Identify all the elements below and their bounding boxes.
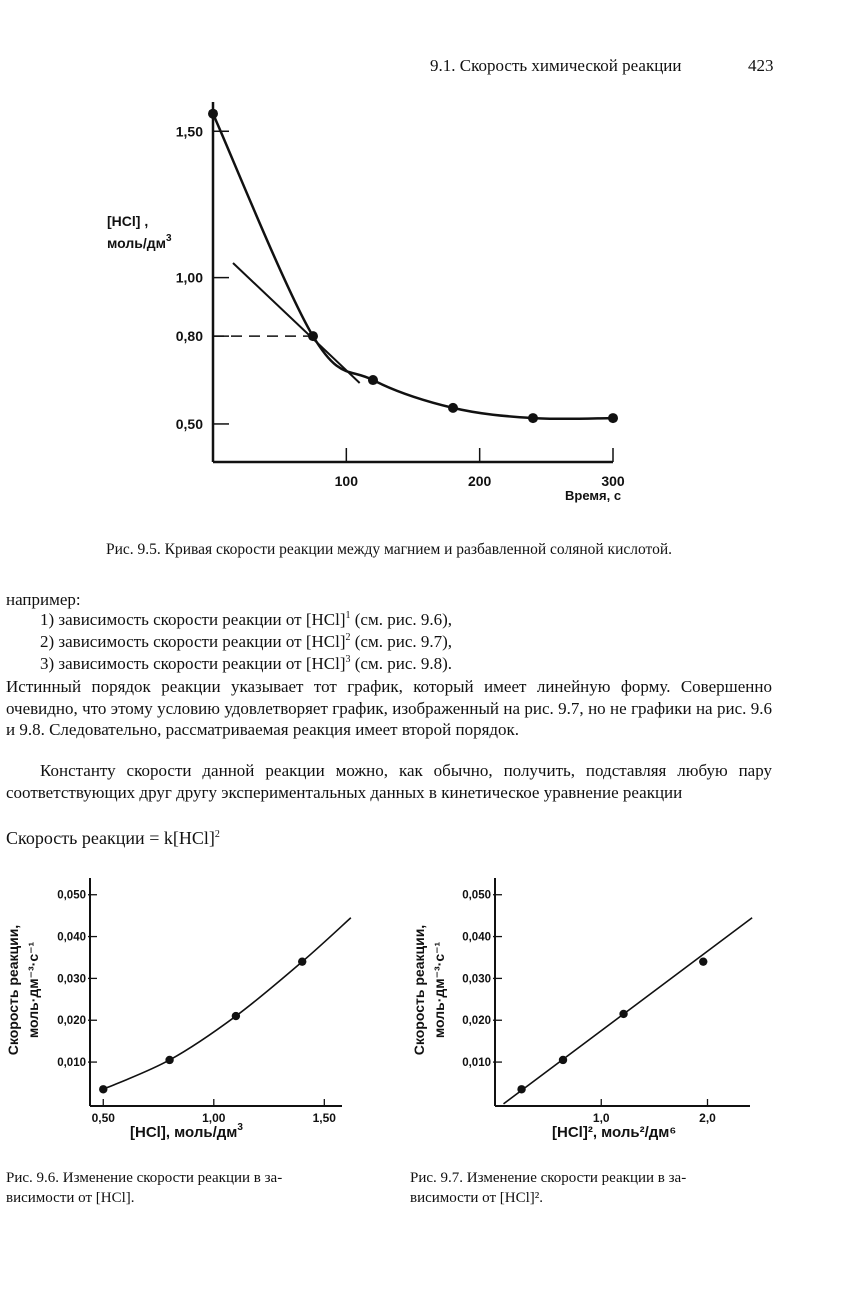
fig95-data-point xyxy=(528,413,538,423)
fig97-ylabel-1: Скорость реакции, xyxy=(411,924,427,1056)
fig95-x-tick-label: 300 xyxy=(601,473,625,489)
fig96-xlabel: [HCl], моль/$дм^3$ xyxy=(130,1122,243,1141)
fig97-x-tick-label: 1,0 xyxy=(592,1111,610,1125)
figure-9-7 xyxy=(400,870,780,1160)
figure-9-6 xyxy=(0,870,380,1160)
fig95-y-tick-label: 1,00 xyxy=(175,269,203,286)
fig97-data-point xyxy=(699,957,707,965)
fig95-ylabel-line1: [HCl] , xyxy=(107,213,149,229)
fig96-x-tick-label: 0,50 xyxy=(91,1111,115,1125)
paragraph-1: Истинный порядок реакции указывает тот график, который имеет линейную форму. Совершенно очевидно, что этому условию удовлетворяет график, изображенный на рис. 9.7, но не графики на рис. 9.6 и 9.8. Следовательно, рассматриваемая реакция имеет второй порядок. xyxy=(6,677,772,739)
fig96-data-point xyxy=(232,1012,240,1020)
fig95-x-tick-label: 200 xyxy=(467,473,492,489)
fig95-xlabel: Время, с xyxy=(565,488,622,503)
rate-equation: Скорость реакции = k[HCl]$^2$ xyxy=(6,828,220,848)
fig97-ylabel-2: моль·дм⁻³·с⁻¹ xyxy=(431,941,447,1039)
fig97-data-point xyxy=(517,1085,525,1093)
fig97-data-point xyxy=(619,1010,627,1018)
fig96-y-tick-label: 0,030 xyxy=(57,973,86,986)
fig95-ylabel xyxy=(107,210,172,254)
fig95-ylabel-line2: моль/$дм^3$ xyxy=(107,233,172,251)
list-item-1: 1) зависимость скорости реакции от [HCl]$^1$ (см. рис. 9.6), xyxy=(40,610,453,629)
fig97-data-point xyxy=(559,1056,567,1064)
fig97-y-tick-label: 0,040 xyxy=(462,931,491,944)
fig96-x-tick-label: 1,50 xyxy=(312,1111,336,1125)
figure-9-5 xyxy=(0,90,860,520)
fig96-y-tick-label: 0,040 xyxy=(57,931,86,944)
fig95-y-tick-label: 0,80 xyxy=(175,328,203,345)
fig97-y-tick-label: 0,010 xyxy=(462,1057,491,1070)
fig95-tangent-line xyxy=(233,263,360,383)
fig96-y-tick-label: 0,010 xyxy=(57,1057,86,1070)
fig96-curve xyxy=(103,918,351,1090)
intro-text: например: xyxy=(6,590,81,609)
list-item-3: 3) зависимость скорости реакции от [HCl]$^3$ (см. рис. 9.8). xyxy=(40,654,453,673)
fig97-xlabel: [HCl]², моль²/дм⁶ xyxy=(552,1124,677,1141)
fig95-y-tick-label: 0,50 xyxy=(175,415,203,432)
fig95-data-point xyxy=(208,109,218,119)
fig95-data-point xyxy=(608,413,618,423)
fig96-y-tick-label: 0,020 xyxy=(57,1015,86,1028)
fig96-ylabel-2: моль·дм⁻³·с⁻¹ xyxy=(25,941,41,1039)
fig97-y-tick-label: 0,020 xyxy=(462,1015,491,1028)
fig97-fit-line xyxy=(504,918,753,1104)
fig96-caption: Рис. 9.6. Изменение скорости реакции в за- висимости от [HCl]. xyxy=(6,1170,283,1206)
fig97-caption: Рис. 9.7. Изменение скорости реакции в за- висимости от [HCl]². xyxy=(410,1170,687,1206)
fig95-data-point xyxy=(368,375,378,385)
fig95-x-tick-label: 100 xyxy=(334,473,359,489)
fig95-y-tick-label: 1,50 xyxy=(175,123,203,140)
fig95-data-point xyxy=(308,331,318,341)
fig96-data-point xyxy=(165,1056,173,1064)
fig96-y-tick-label: 0,050 xyxy=(57,889,86,902)
fig97-y-tick-label: 0,030 xyxy=(462,973,491,986)
fig96-data-point xyxy=(298,957,306,965)
fig96-data-point xyxy=(99,1085,107,1093)
fig96-x-tick-label: 1,00 xyxy=(202,1111,226,1125)
paragraph-2: Константу скорости данной реакции можно, как обычно, получить, подставляя любую пару соответствующих друг другу экспериментальных данных в кинетическое уравнение реакции xyxy=(6,761,772,802)
fig97-y-tick-label: 0,050 xyxy=(462,889,491,902)
fig97-x-tick-label: 2,0 xyxy=(699,1111,716,1125)
fig95-caption: Рис. 9.5. Кривая скорости реакции между магнием и разбавленной соляной кислотой. xyxy=(106,541,673,558)
page-number: 423 xyxy=(748,56,774,75)
running-header-title: 9.1. Скорость химической реакции xyxy=(430,56,682,75)
list-item-2: 2) зависимость скорости реакции от [HCl]$^2$ (см. рис. 9.7), xyxy=(40,632,453,651)
fig95-data-point xyxy=(448,403,458,413)
fig95-curve xyxy=(213,114,613,419)
fig96-ylabel-1: Скорость реакции, xyxy=(5,924,21,1056)
